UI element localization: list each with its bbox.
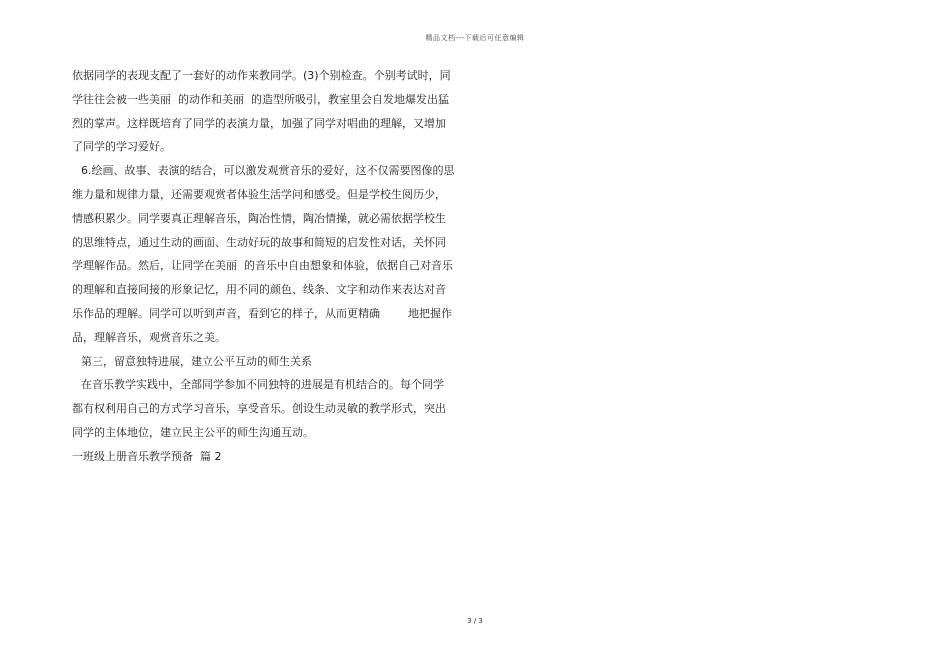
- document-body: [72, 64, 467, 469]
- body-line: 都有权利用自己的方式学习音乐，享受音乐。创设生动灵敏的教学形式，突出: [72, 402, 446, 416]
- body-line: 品，理解音乐，观赏音乐之美。: [72, 330, 226, 344]
- body-line: 学理解作品。然后，让同学在美丽 的音乐中自由想象和体验，依据自己对音乐: [72, 259, 453, 273]
- body-line: 了同学的学习爱好。: [72, 140, 171, 154]
- body-line: 依据同学的表现支配了一套好的动作来教同学。(3)个别检查。个别考试时，同: [72, 69, 451, 82]
- body-line: 同学的主体地位，建立民主公平的师生沟通互动。: [72, 425, 314, 439]
- body-line: 乐作品的理解。同学可以听到声音，看到它的样子，从而更精确 地把握作: [72, 306, 452, 320]
- body-line: 学往往会被一些美丽 的动作和美丽 的造型所吸引，教室里会自发地爆发出猛: [72, 92, 449, 106]
- paragraph-start-line: 在音乐教学实践中，全部同学参加不同独特的进展是有机结合的。每个同学: [81, 378, 444, 392]
- page-header: 精品文档---下载后可任意编辑: [425, 34, 525, 42]
- page-number: 3 / 3: [467, 617, 483, 625]
- body-line: 烈的掌声。这样既培育了同学的表演力量，加强了同学对唱曲的理解，又增加: [72, 116, 446, 130]
- body-line: 的思维特点，通过生动的画面、生动好玩的故事和简短的启发性对话，关怀同: [72, 235, 446, 249]
- body-line: 维力量和规律力量，还需要观赏者体验生活学问和感受。但是学校生阅历少，: [72, 187, 446, 201]
- body-line: 的理解和直接间接的形象记忆，用不同的颜色、线条、文字和动作来表达对音: [72, 283, 446, 297]
- section-heading: 第三，留意独特进展，建立公平互动的师生关系: [81, 354, 312, 368]
- article-title: 一班级上册音乐教学预备 篇 2: [72, 449, 222, 463]
- body-line: 情感积累少。同学要真正理解音乐，陶冶性情，陶冶情操，就必需依据学校生: [72, 211, 446, 225]
- paragraph-start-line: 6.绘画、故事、表演的结合，可以激发观赏音乐的爱好，这不仅需要图像的思: [81, 164, 455, 178]
